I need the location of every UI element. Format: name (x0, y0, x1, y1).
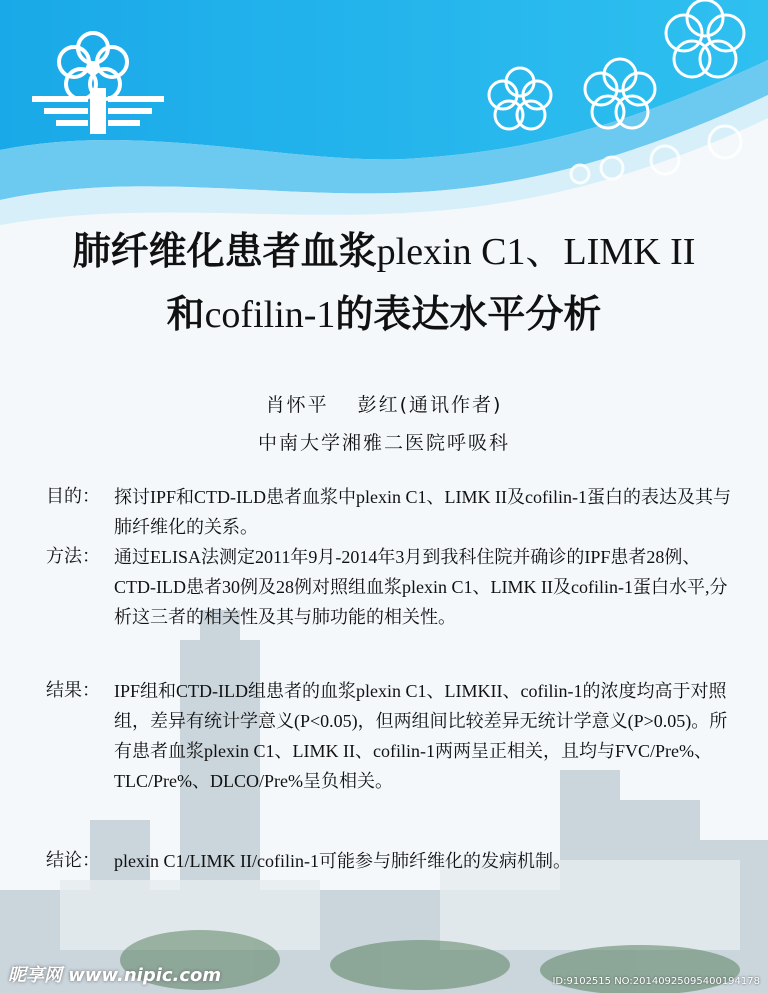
section-text: 探讨IPF和CTD-ILD患者血浆中plexin C1、LIMK II及cofilin-1蛋白的表达及其与肺纤维化的关系。 (114, 487, 731, 537)
section-label: 目的： (46, 486, 100, 507)
section-results (46, 676, 736, 796)
section-label: 方法： (46, 546, 100, 567)
poster-title-line-1: 肺纤维化患者血浆plexin C1、LIMK II (72, 229, 696, 273)
watermark-id: ID:9102515 NO:20140925095400194178 (552, 976, 760, 987)
section-text: IPF组和CTD-ILD组患者的血浆plexin C1、LIMKII、cofilin-1的浓度均高于对照组，差异有统计学意义(P<0.05)，但两组间比较差异无统计学意义(P>0.05)。所有患者血浆plexin C1、LIMK II、cofilin-1两两呈正相关，且均与FVC/Pre%、 TLC/Pre%、DLCO/Pre%呈负相关。 (114, 681, 728, 791)
affiliation: 中南大学湘雅二医院呼吸科 (257, 432, 510, 454)
hospital-logo (28, 28, 168, 138)
authors: 肖怀平 彭红(通讯作者) (265, 394, 503, 416)
section-methods (46, 542, 736, 632)
section-text: plexin C1/LIMK II/cofilin-1可能参与肺纤维化的发病机制。 (114, 851, 571, 871)
section-objective (46, 482, 736, 542)
section-label: 结论： (46, 850, 100, 871)
section-conclusion (46, 846, 736, 876)
watermark: 昵享网 www.nipic.com (8, 965, 222, 986)
section-text: 通过ELISA法测定2011年9月-2014年3月到我科住院并确诊的IPF患者28例、CTD-ILD患者30例及28例对照组血浆plexin C1、LIMK II及cofilin-1蛋白水平,分析这三者的相关性及其与肺功能的相关性。 (114, 547, 728, 627)
section-label: 结果： (46, 680, 100, 701)
poster-title-line-2: 和cofilin-1的表达水平分析 (166, 292, 602, 336)
